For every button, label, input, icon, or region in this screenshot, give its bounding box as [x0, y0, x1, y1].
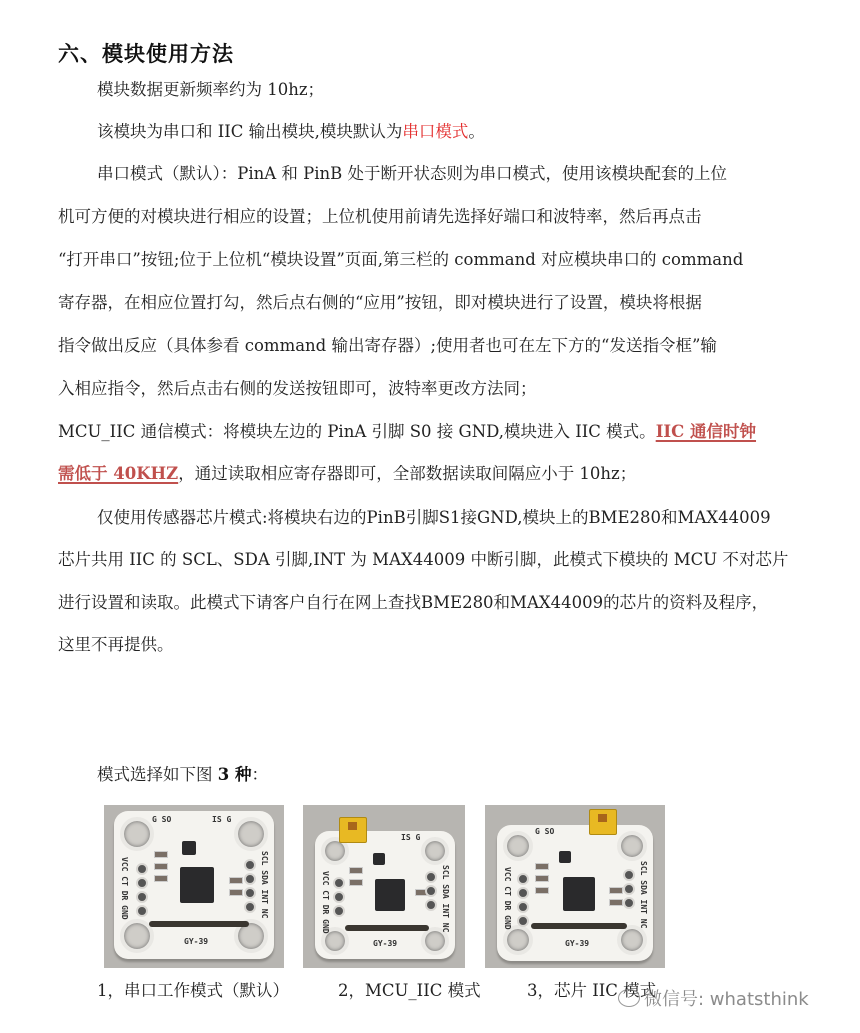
pin [517, 887, 529, 899]
smd-component [229, 889, 243, 896]
mode-selection-intro [97, 764, 268, 786]
caption-serial-mode: 1，串口工作模式（默认） [97, 981, 289, 1000]
intro-text: 模式选择如下图 [97, 765, 218, 784]
smd-component [154, 851, 168, 858]
silk-right-pins: SCL SDA INT NC [441, 865, 450, 933]
serial-mode-line: “打开串口”按钮;位于上位机“模块设置”页面,第三栏的 command 对应模块串口的 command [58, 250, 744, 269]
silk-top-left: G SO [535, 827, 555, 836]
smd-component [349, 879, 363, 886]
serial-mode-highlight: 串口模式 [402, 122, 469, 141]
watermark-text: 微信号: whatsthink [644, 989, 809, 1010]
smd-component [609, 899, 623, 906]
smd-component [535, 863, 549, 870]
regulator-chip [182, 841, 196, 855]
sensor-mode-line: 进行设置和读取。此模式下请客户自行在网上查找BME280和MAX44009的芯片的资料及程序， [58, 593, 769, 612]
caption-mcu-iic-mode: 2，MCU_IIC 模式 [338, 981, 481, 1000]
serial-mode-line: 串口模式（默认）：PinA 和 PinB 处于断开状态则为串口模式，使用该模块配套的上位 [97, 164, 728, 183]
smd-component [535, 875, 549, 882]
silk-right-pins: SCL SDA INT NC [639, 861, 648, 929]
paragraph-update-rate: 模块数据更新频率约为 10hz； [97, 80, 325, 99]
board-label: GY-39 [565, 939, 590, 948]
jumper-cap-pina [339, 817, 367, 843]
wechat-icon [618, 989, 640, 1007]
pin [136, 891, 148, 903]
smd-component [154, 875, 168, 882]
smd-component [154, 863, 168, 870]
pin [136, 905, 148, 917]
pin [425, 899, 437, 911]
mcu-iic-text-cont: ，通过读取相应寄存器即可，全部数据读取间隔应小于 10hz； [178, 464, 637, 483]
module-photo-chip-iic-mode [485, 805, 665, 968]
module-photo-mcu-iic-mode [303, 805, 465, 968]
pin [333, 891, 345, 903]
silk-right-pins: SCL SDA INT NC [260, 851, 269, 919]
mcu-chip [563, 877, 595, 911]
silk-left-pins: VCC CT DR GND [321, 871, 330, 934]
mounting-hole [120, 817, 154, 851]
pin [517, 901, 529, 913]
silk-left-pins: VCC CT DR GND [503, 867, 512, 930]
silk-left-pins: VCC CT DR GND [120, 857, 129, 920]
output-mode-text: 该模块为串口和 IIC 输出模块,模块默认为 [97, 122, 403, 141]
smd-component [535, 887, 549, 894]
pin [136, 877, 148, 889]
intro-colon: ： [251, 765, 268, 784]
pin [244, 887, 256, 899]
pin [333, 877, 345, 889]
pin [244, 873, 256, 885]
pin [244, 901, 256, 913]
intro-count: 3 种 [217, 765, 252, 784]
serial-mode-line: 机可方便的对模块进行相应的设置；上位机使用前请先选择好端口和波特率，然后再点击 [58, 207, 702, 226]
serial-mode-line: 寄存器，在相应位置打勾，然后点右侧的“应用”按钮，即对模块进行了设置，模块将根据 [58, 293, 702, 312]
board-label: GY-39 [373, 939, 398, 948]
section-heading: 六、模块使用方法 [58, 42, 234, 66]
jumper-cap-pinb [589, 809, 617, 835]
board-label: GY-39 [184, 937, 209, 946]
pin [136, 863, 148, 875]
mounting-hole [503, 831, 533, 861]
wechat-watermark [618, 985, 809, 1011]
pin [517, 915, 529, 927]
pin [244, 859, 256, 871]
iic-clock-warning: IIC 通信时钟 [655, 422, 757, 441]
pcb-board [315, 831, 455, 959]
pcb-board [497, 825, 653, 961]
serial-mode-line: 指令做出反应（具体参看 command 输出寄存器）;使用者也可在左下方的“发送指令框”输 [58, 336, 717, 355]
pin [623, 883, 635, 895]
mcu-chip [180, 867, 214, 903]
pin [333, 905, 345, 917]
iic-clock-warning-cont: 需低于 40KHZ [58, 464, 179, 483]
mcu-iic-line-1 [58, 421, 756, 443]
pin [623, 869, 635, 881]
pin [517, 873, 529, 885]
smd-component [229, 877, 243, 884]
silk-top-right: IS G [401, 833, 421, 842]
mounting-hole [617, 831, 647, 861]
module-photo-serial-mode [104, 805, 284, 968]
caption-chip-iic-mode: 3，芯片 IIC 模式 [527, 981, 657, 1000]
smd-component [609, 887, 623, 894]
mcu-iic-line-2 [58, 463, 636, 485]
board-slot [149, 921, 249, 927]
regulator-chip [373, 853, 385, 865]
pin [425, 871, 437, 883]
silk-top-right: IS G [212, 815, 232, 824]
serial-mode-line: 入相应指令，然后点击右侧的发送按钮即可，波特率更改方法同； [58, 379, 537, 398]
output-mode-end: 。 [468, 122, 485, 141]
board-slot [531, 923, 627, 929]
pin [425, 885, 437, 897]
board-slot [345, 925, 429, 931]
sensor-mode-line: 这里不再提供。 [58, 635, 174, 654]
sensor-mode-line: 仅使用传感器芯片模式:将模块右边的PinB引脚S1接GND,模块上的BME280和MAX44009 [97, 508, 771, 527]
smd-component [349, 867, 363, 874]
sensor-mode-line: 芯片共用 IIC 的 SCL、SDA 引脚,INT 为 MAX44009 中断引脚，此模式下模块的 MCU 不对芯片 [58, 550, 789, 569]
paragraph-output-mode [97, 121, 485, 143]
mcu-iic-text: MCU_IIC 通信模式：将模块左边的 PinA 引脚 S0 接 GND,模块进入 IIC 模式。 [58, 422, 656, 441]
pcb-board [114, 811, 274, 959]
pin [623, 897, 635, 909]
mounting-hole [421, 837, 449, 865]
regulator-chip [559, 851, 571, 863]
silk-top-left: G SO [152, 815, 172, 824]
mounting-hole [617, 925, 647, 955]
mcu-chip [375, 879, 405, 911]
mounting-hole [234, 817, 268, 851]
